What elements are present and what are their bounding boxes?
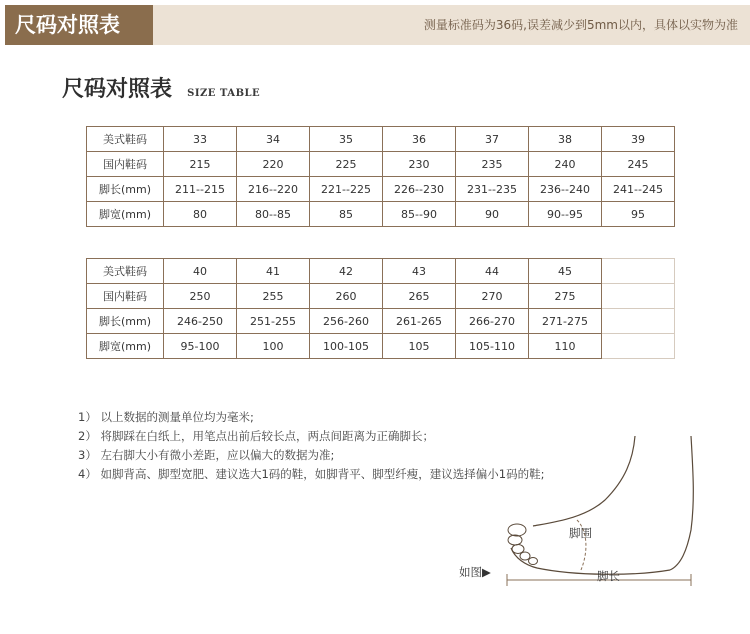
note-item: 4） 如脚背高、脚型宽肥、建议选大1码的鞋，如脚背平、脚型纤瘦，建议选择偏小1码的鞋; <box>78 467 545 481</box>
row-label: 美式鞋码 <box>87 259 164 284</box>
foot-illustration <box>455 430 715 590</box>
table-cell: 261-265 <box>383 309 456 334</box>
table-cell: 42 <box>310 259 383 284</box>
table-cell: 211--215 <box>164 177 237 202</box>
table-row <box>87 177 675 202</box>
table-cell: 275 <box>529 284 602 309</box>
empty-cell <box>602 334 675 359</box>
table-row <box>87 202 675 227</box>
table-cell: 251-255 <box>237 309 310 334</box>
title-en: SIZE TABLE <box>187 88 261 99</box>
table-cell: 260 <box>310 284 383 309</box>
table-row <box>87 309 675 334</box>
header-bar <box>0 5 750 45</box>
table-row <box>87 152 675 177</box>
table-cell: 40 <box>164 259 237 284</box>
table-cell: 95-100 <box>164 334 237 359</box>
girth-label: 脚围 <box>569 526 592 540</box>
row-label: 脚宽(mm) <box>87 202 164 227</box>
table-cell: 236--240 <box>529 177 602 202</box>
table-cell: 90 <box>456 202 529 227</box>
table-cell: 235 <box>456 152 529 177</box>
header-note: 测量标准码为36码,误差减少到5mm以内，具体以实物为准 <box>423 18 738 32</box>
table-cell: 241--245 <box>602 177 675 202</box>
empty-cell <box>602 284 675 309</box>
row-label: 美式鞋码 <box>87 127 164 152</box>
table-cell: 265 <box>383 284 456 309</box>
table-cell: 33 <box>164 127 237 152</box>
empty-cell <box>602 259 675 284</box>
table-cell: 270 <box>456 284 529 309</box>
foot-outline-icon <box>455 430 715 590</box>
table-cell: 226--230 <box>383 177 456 202</box>
table-cell: 34 <box>237 127 310 152</box>
table-cell: 44 <box>456 259 529 284</box>
empty-cell <box>602 309 675 334</box>
note-item: 1） 以上数据的测量单位均为毫米; <box>78 410 254 424</box>
table-cell: 221--225 <box>310 177 383 202</box>
table-cell: 266-270 <box>456 309 529 334</box>
table-cell: 100-105 <box>310 334 383 359</box>
size-table-1 <box>86 126 675 227</box>
table-cell: 231--235 <box>456 177 529 202</box>
table-cell: 246-250 <box>164 309 237 334</box>
table-row <box>87 284 675 309</box>
table-cell: 256-260 <box>310 309 383 334</box>
table-cell: 245 <box>602 152 675 177</box>
note-item: 3） 左右脚大小有微小差距，应以偏大的数据为准; <box>78 448 335 462</box>
table-row <box>87 334 675 359</box>
title-cn: 尺码对照表 <box>62 76 173 102</box>
table-cell: 85 <box>310 202 383 227</box>
table-cell: 271-275 <box>529 309 602 334</box>
table-row <box>87 259 675 284</box>
table-cell: 37 <box>456 127 529 152</box>
table-cell: 45 <box>529 259 602 284</box>
header-strip <box>153 5 750 45</box>
table-cell: 255 <box>237 284 310 309</box>
table-cell: 110 <box>529 334 602 359</box>
row-label: 脚宽(mm) <box>87 334 164 359</box>
table-row <box>87 127 675 152</box>
note-item: 2） 将脚踩在白纸上，用笔点出前后较长点，两点间距离为正确脚长； <box>78 429 434 443</box>
table-cell: 105-110 <box>456 334 529 359</box>
table-cell: 105 <box>383 334 456 359</box>
table-cell: 80--85 <box>237 202 310 227</box>
table-cell: 240 <box>529 152 602 177</box>
table-cell: 216--220 <box>237 177 310 202</box>
row-label: 国内鞋码 <box>87 152 164 177</box>
see-figure-label: 如图▶ <box>459 565 491 579</box>
size-table-2 <box>86 258 675 359</box>
table-cell: 35 <box>310 127 383 152</box>
table-cell: 220 <box>237 152 310 177</box>
table-cell: 95 <box>602 202 675 227</box>
table-cell: 39 <box>602 127 675 152</box>
row-label: 国内鞋码 <box>87 284 164 309</box>
table-cell: 250 <box>164 284 237 309</box>
table-cell: 100 <box>237 334 310 359</box>
table-cell: 225 <box>310 152 383 177</box>
table-cell: 90--95 <box>529 202 602 227</box>
table-cell: 230 <box>383 152 456 177</box>
length-label: 脚长 <box>597 569 620 583</box>
page-title <box>62 72 260 104</box>
row-label: 脚长(mm) <box>87 177 164 202</box>
table-cell: 38 <box>529 127 602 152</box>
table-cell: 41 <box>237 259 310 284</box>
table-cell: 80 <box>164 202 237 227</box>
table-cell: 215 <box>164 152 237 177</box>
header-title: 尺码对照表 <box>5 5 153 45</box>
table-cell: 85--90 <box>383 202 456 227</box>
row-label: 脚长(mm) <box>87 309 164 334</box>
table-cell: 36 <box>383 127 456 152</box>
table-cell: 43 <box>383 259 456 284</box>
